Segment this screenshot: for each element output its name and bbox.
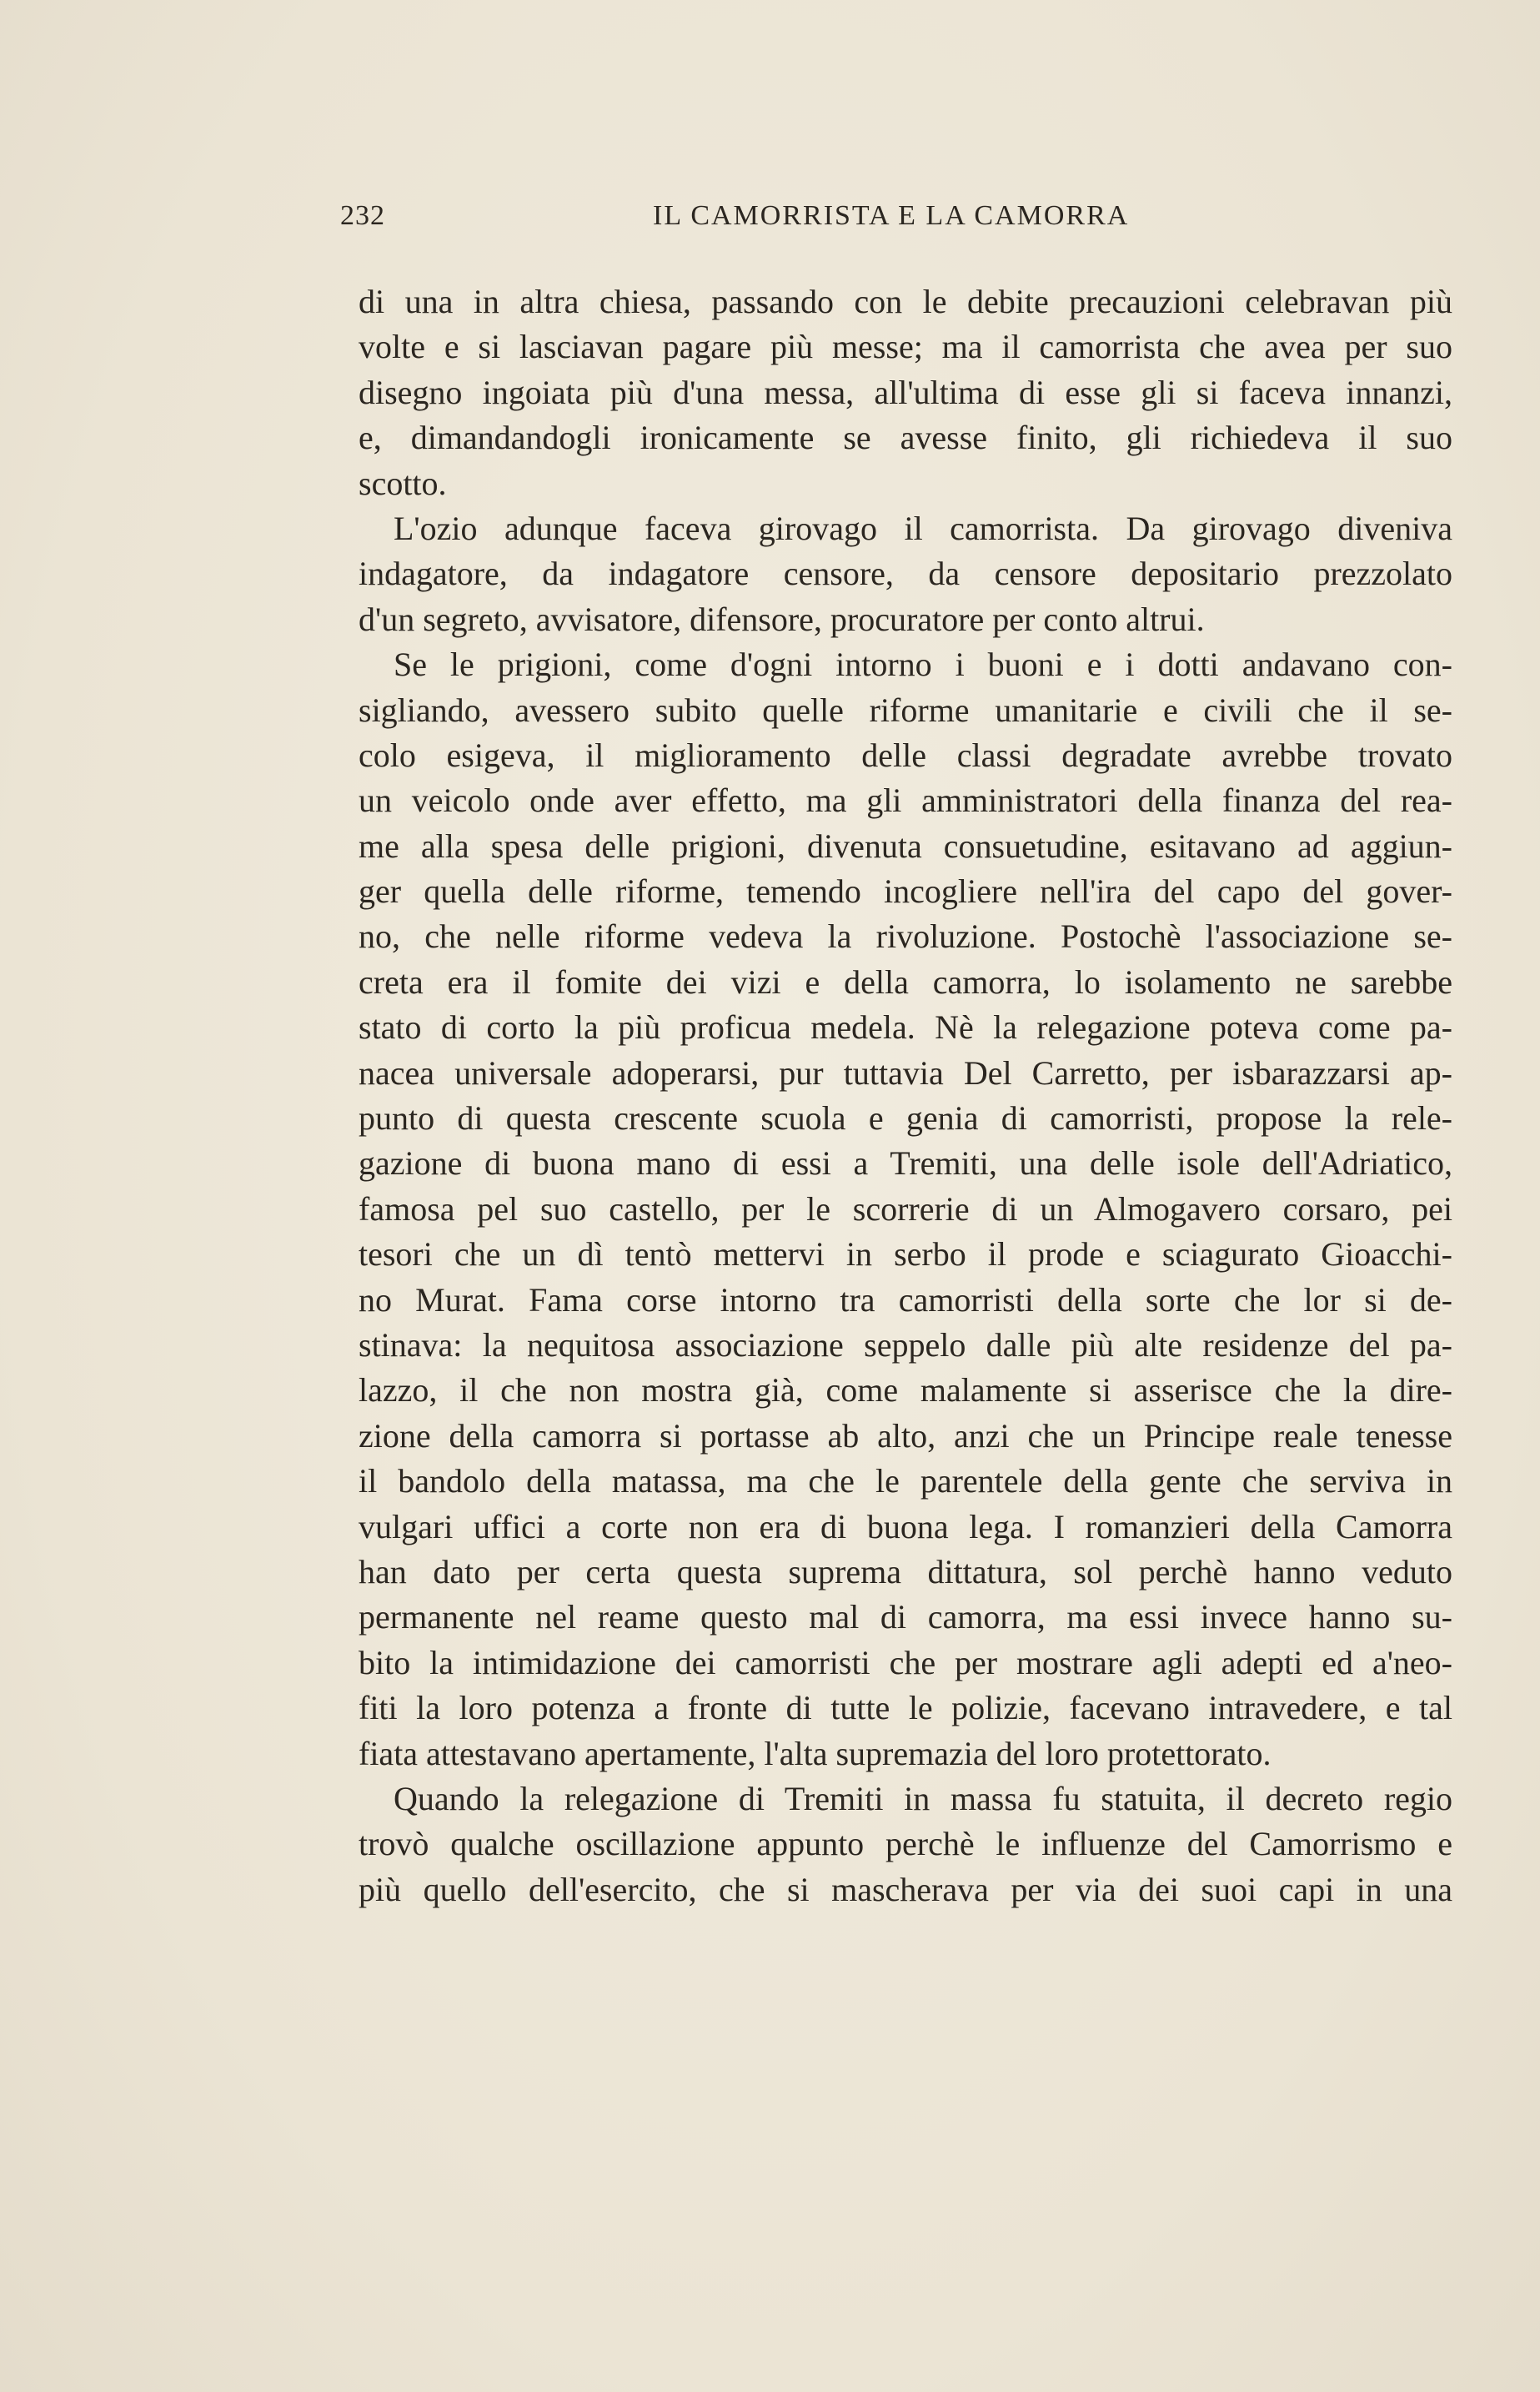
text-line: zione della camorra si portasse ab alto, anzi che un Principe reale tenesse (359, 1416, 1452, 1455)
text-line: fiti la loro potenza a fronte di tutte le polizie, facevano intravedere, e tal (359, 1689, 1452, 1727)
text-line: trovò qualche oscillazione appunto perchè le influenze del Camorrismo e (359, 1825, 1452, 1863)
text-line: stinava: la nequitosa associazione seppelo dalle più alte residenze del pa- (359, 1325, 1452, 1364)
text-line: tesori che un dì tentò mettervi in serbo il prode e sciagurato Gioacchi- (359, 1235, 1452, 1274)
text-line: nacea universale adoperarsi, pur tuttavia Del Carretto, per isbarazzarsi ap- (359, 1053, 1452, 1092)
text-line: stato di corto la più proficua medela. Nè la relegazione poteva come pa- (359, 1008, 1452, 1047)
running-title: IL CAMORRISTA E LA CAMORRA (653, 200, 1130, 231)
text-line: scotto. (359, 464, 447, 502)
body-text (359, 279, 1452, 1912)
text-line: fiata attestavano apertamente, l'alta supremazia del loro protettorato. (359, 1734, 1272, 1772)
text-line: no Murat. Fama corse intorno tra camorristi della sorte che lor si de- (359, 1280, 1452, 1319)
text-line: permanente nel reame questo mal di camorra, ma essi invece hanno su- (359, 1598, 1452, 1636)
page-header (340, 197, 1174, 247)
text-line: Se le prigioni, come d'ogni intorno i buoni e i dotti andavano con- (394, 646, 1452, 684)
text-line: colo esigeva, il miglioramento delle classi degradate avrebbe trovato (359, 736, 1452, 774)
text-line: volte e si lasciavan pagare più messe; ma il camorrista che avea per suo (359, 328, 1452, 366)
text-line: indagatore, da indagatore censore, da censore depositario prezzolato (359, 555, 1452, 593)
text-line: Quando la relegazione di Tremiti in massa fu statuita, il decreto regio (394, 1779, 1452, 1817)
text-line: han dato per certa questa suprema dittatura, sol perchè hanno veduto (359, 1552, 1452, 1590)
text-line: il bandolo della matassa, ma che le parentele della gente che serviva in (359, 1462, 1452, 1500)
text-line: creta era il fomite dei vizi e della camorra, lo isolamento ne sarebbe (359, 962, 1452, 1001)
text-line: di una in altra chiesa, passando con le debite precauzioni celebravan più (359, 283, 1452, 320)
text-line: gazione di buona mano di essi a Tremiti, una delle isole dell'Adriatico, (359, 1144, 1452, 1183)
text-line: più quello dell'esercito, che si mascherava per via dei suoi capi in una (359, 1870, 1452, 1908)
text-line: famosa pel suo castello, per le scorrerie di un Almogavero corsaro, pei (359, 1189, 1452, 1228)
text-line: un veicolo onde aver effetto, ma gli amministratori della finanza del rea- (359, 781, 1452, 820)
text-line: ger quella delle riforme, temendo incogliere nell'ira del capo del gover- (359, 872, 1452, 911)
page-number: 232 (340, 200, 385, 231)
text-line: disegno ingoiata più d'una messa, all'ultima di esse gli si faceva innanzi, (359, 373, 1452, 411)
text-line: L'ozio adunque faceva girovago il camorrista. Da girovago diveniva (394, 509, 1452, 547)
text-line: lazzo, il che non mostra già, come malamente si asserisce che la dire- (359, 1371, 1452, 1410)
text-line: bito la intimidazione dei camorristi che per mostrare agli adepti ed a'neo- (359, 1643, 1452, 1681)
text-line: punto di questa crescente scuola e genia di camorristi, propose la rele- (359, 1099, 1452, 1138)
text-line: sigliando, avessero subito quelle riforme umanitarie e civili che il se- (359, 691, 1452, 729)
text-line: me alla spesa delle prigioni, divenuta consuetudine, esitavano ad aggiun- (359, 827, 1452, 865)
text-line: d'un segreto, avvisatore, difensore, procuratore per conto altrui. (359, 600, 1205, 638)
text-line: no, che nelle riforme vedeva la rivoluzione. Postochè l'associazione se- (359, 917, 1452, 956)
text-line: e, dimandandogli ironicamente se avesse finito, gli richiedeva il suo (359, 419, 1452, 457)
text-line: vulgari uffici a corte non era di buona lega. I romanzieri della Camorra (359, 1507, 1452, 1545)
